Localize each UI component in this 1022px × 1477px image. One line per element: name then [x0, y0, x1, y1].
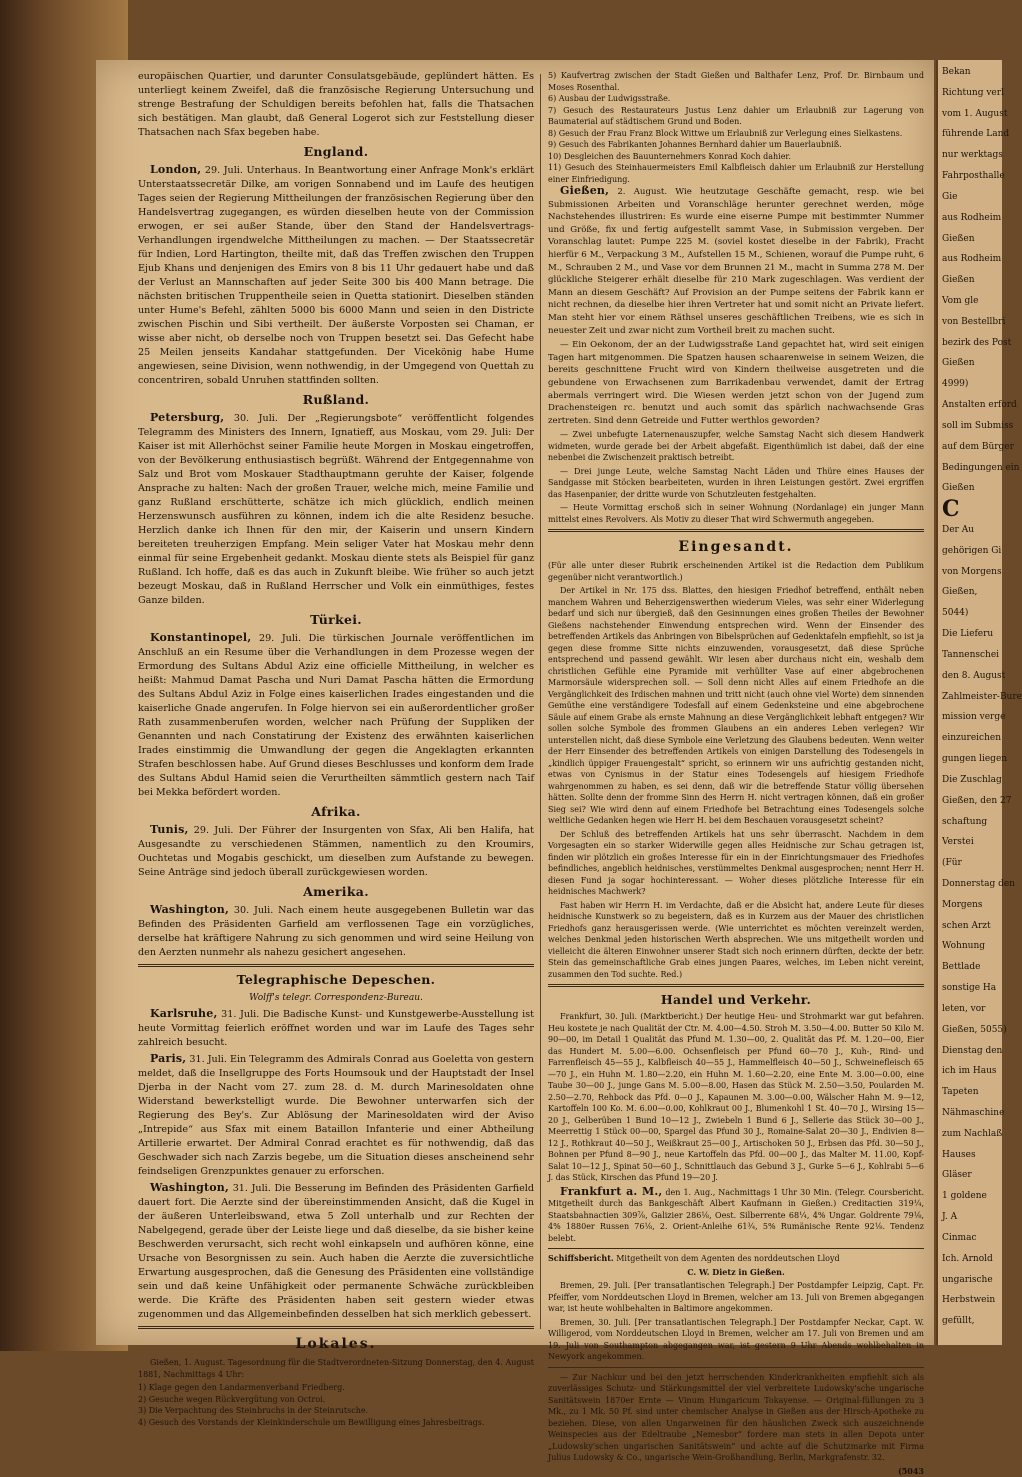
article-karlsruhe [138, 1007, 534, 1050]
adjacent-page-text: Der Au [942, 525, 975, 536]
adjacent-page-text: sonstige Ha [942, 983, 997, 994]
london-text: 29. Juli. Unterhaus. In Beantwortung einer Anfrage Monk's erklärt Unterstaatssecretär Dilke, am vorigen Sonnabend und im Laufe des heutigen Tages seien der Regierung Mittheilungen der französischen Regierung über den Handelsvertrag zugegangen, es würden dieselben heute von der Commission erwogen, er sei außer Stande, über den Stand der Handelsvertrags-Verhandlungen irgendwelche Mittheilungen zu machen. — Der Staatssecretär für Indien, Lord Hartington, theilte mit, daß das Treffen zwischen den Truppen Ejub Khans und denjenigen des Emirs von 8 bis 11 Uhr gedauert habe und daß der Verlust an Mannschaften auf jeder Seite 300 bis 400 Mann betrage. Die nächsten britischen Truppentheile seien in Quetta stationirt. Dieselben ständen unter Hume's Befehl, zählten 5000 bis 6000 Mann und seien in den Districte zwischen Pischin und Sibi vertheilt. Der äußerste Vorposten sei Chaman, er wisse aber nicht, ob derselbe noch von Truppen besetzt sei. Das Gefecht habe 25 Meilen jenseits Kandahar stattgefunden. Der Vicekönig habe Hume angewiesen, seine Division, wenn nothwendig, in der Umgegend von Quettah zu concentriren, sobald Unruhen stattfinden sollten. [138, 165, 534, 386]
adjacent-page-text: Vom gle [942, 296, 979, 307]
adjacent-page-text: Zahlmeister-Bure [942, 691, 1022, 702]
dateline-paris: Paris, [150, 1052, 187, 1065]
schiffsbericht-header [548, 1253, 924, 1265]
adjacent-page-text: einzureichen [942, 733, 1002, 744]
adjacent-page-text: Bedingungen ein [942, 462, 1020, 473]
market-report-frankfurt: Frankfurt, 30. Juli. (Marktbericht.) Der heutige Heu- und Strohmarkt war gut befahren. Heu kostete je nach Qualität der Ctr. M. 4.00—4.50. Stroh M. 3.50—4.00. Butter 50 Kilo M. 90—00, im Detail 1 Qualität das Pfund M. 1.30—00, 2. Qualität das Pf. M. 1.20—00, Eier das Hundert M. 5.00—6.00. Ochsenfleisch per Pfund 60—70 J., Kuh-, Rind- und Farrenfleisch 45—55 J., Kalbfleisch 40—55 J., Hammelfleisch 40—50 J., Schweinefleisch 65—70 J., ein Huhn M. 1.80—2.20, ein Huhn M. 1.60—2.20, eine Ente M. 3.00—0.00, eine Taube 30—00 J., junge Gans M. 5.00—8.00, Hasen das Stück M. 2.50—3.50, Poularden M. 2.50—2.70, Rehbock das Pfd. 0—0 J., Kapaunen M. 3.00—0.00, Wälscher Hahn M. 9—12, Kartoffeln 100 Ko. M. 6.00—0.00, Kohlkraut 00 J., Blumenkohl 1 St. 40—70 J., Wirsing 15—20 J., Gelberüben 1 Bund 10—12 J., Zwiebeln 1 Bund 6 J., Sellerie das Stück 30—00 J., Meerrettig 1 Stück 00—00, Spargel das Pfund 30 J., Romaine-Salat 20—30 J., Endivien 8—12 J., Rothkraut 40—50 J., Weißkraut 25—00 J., Artischoken 50 J., Erbsen das Pfd. 30—50 J., Bohnen per Pfund 8—90 J., neue Kartoffeln das Pfd. 00—00 J., das Malter M. 11.00, Kopf-Salat 10—12 J., Spinat 50—60 J., Schnittlauch das Gebund 3 J., Gurke 5—6 J., Kohlrabi 5—6 J. das Stück, Kirschen das Pfund 19—20 J. [548, 1012, 924, 1183]
article-konstantinopel [138, 631, 534, 800]
adjacent-page-text: Morgens [942, 899, 983, 910]
left-column [138, 70, 535, 1427]
ship-report-bremen-1: Bremen, 29. Juli. [Per transatlantischen Telegraph.] Der Postdampfer Leipzig, Capt. Fr. Pfeiffer, vom Norddeutschen Lloyd in Bremen, welcher am 13. Juli von Bremen abgegangen war, ist heute wohlbehalten in Baltimore angekommen. [548, 1281, 924, 1314]
adjacent-page-text: leten, vor [942, 1003, 986, 1014]
adjacent-page-text: C [942, 496, 960, 523]
adjacent-page-text: vom 1. August [942, 108, 1008, 119]
adjacent-page-text: Gießen, [942, 587, 978, 598]
course-report-text: den 1. Aug., Nachmittags 1 Uhr 30 Min. (Telegr. Coursbericht. Mitgetheilt durch das Bankgeschäft Albert Kaufmann in Gießen.) Creditactien 319¼, Staatsbahnactien 309⅞, Galizier 286⅛, Oest. Silberrente 68¼, 4% Ungar. Goldrente 79⅛, 4% 1880er Russen 76⅛, 2. Orient-Anleihe 61¾, 5% Rumänische Rente 92⅛. Tendenz belebt. [548, 1187, 924, 1243]
adjacent-page-text: Die Lieferu [942, 629, 994, 640]
adjacent-page-text: schaftung [942, 816, 988, 827]
dateline-giessen: Gießen, [560, 184, 610, 197]
adjacent-page-text: Fahrposthalle [942, 171, 1005, 182]
adjacent-page-text: Ich. Arnold [942, 1253, 993, 1264]
note-laternen: — Zwei unbefugte Laternenauszupfer, welche Samstag Nacht sich diesem Handwerk widmeten, wurde gerade bei der Arbeit abgefaßt. Eigenthümlich ist dabei, daß der eine nebenbei die Zwischenzeit praktisch betreibt. [548, 430, 924, 463]
dateline-petersburg: Petersburg, [150, 411, 225, 424]
adjacent-page-fragment [936, 60, 1022, 1345]
adjacent-page-text: Gießen, 5055) [942, 1024, 1007, 1035]
course-report-frankfurt [548, 1186, 924, 1245]
list-item: 9) Gesuch des Fabrikanten Johannes Bernhard dahier um Bauerlaubniß. [548, 140, 842, 149]
ship-report-bremen-2: Bremen, 30. Juli. [Per transatlantischen Telegraph.] Der Postdampfer Neckar, Capt. W. Willigerod, vom Norddeutschen Lloyd in Bremen, welcher am 17. Juli von Bremen und am 19. Juli von Southampton abgegangen war, ist gestern 9 Uhr Abends wohlbehalten in Newyork angekommen. [548, 1317, 924, 1362]
adjacent-page-text: aus Rodheim [942, 212, 1002, 223]
article-london [138, 163, 534, 388]
adjacent-page-text: Gießen [942, 358, 975, 369]
telegraph-bureau-subtitle: Wolff's telegr. Correspondenz-Bureau. [249, 993, 423, 1003]
adjacent-page-text: Dienstag den [942, 1045, 1003, 1056]
adjacent-page-text: gungen liegen [942, 754, 1008, 765]
adjacent-page-text: von Morgens [942, 566, 1002, 577]
article-washington-1 [138, 903, 534, 960]
eingesandt-paragraph-1: Der Artikel in Nr. 175 dss. Blattes, den hiesigen Friedhof betreffend, enthält neben manchem Wahren und Beherzigenswerthen wiederum Vieles, was sehr einer Widerlegung bedarf und sich nur übergieß, daß den Gesinnungen eines großen Theiles der Bewohner Gießens nachstehender Einwendung entsprechen wird. Wenn der Einsender des betreffenden Artikels das Anbringen von Bibelsprüchen auf Gedenktafeln empfiehlt, so ist ja gegen diese fromme Sitte nichts einzuwenden, vorausgesetzt, daß diese Sprüche entsprechend und passend gewählt. Wir lesen aber durchaus nicht ein, weshalb dem christlichen Gefühle eine Pyramide mit verhüllter Vase auf einer abgebrochenen Marmorsäule widersprechen soll. — Soll denn nicht Alles auf einem Friedhofe an die Vergänglichkeit des Irdischen mahnen und tritt nicht (auch ohne viel Worte) dem sinnenden Gemüthe eine verständigere Todesfall auf einem Gedenksteine und eine abgebrochene Säule auf einem Grabe als ernste Mahnung an diese Vergänglichkeit lebhaft entgegen? Wir sollen solche Symbole des frommen Glaubens an ein anderes Leben verlegen? Wir unterstellen nicht, daß diese Symbole eine Verletzung des Glaubens bedeuten. Wenn weiter der Herr Einsender des betreffenden Artikels von einigen Darstellung des Todesengels in „kindlich üppiger Frauengestalt“ spricht, so erinnern wir uns aufrichtig gestanden nicht, etwas von Cynismus in der Statur eines Todesengels auf hiesigem Friedhofe wahrgenommen zu haben, es sei denn, daß wir die betreffende Statur völlig übersehen hätten. Sollte denn der fromme Sinn des Herrn H. nicht vertragen können, daß ein großer Sieg sei? Wie wird denn auf einem Friedhofe bei Betrachtung eines Todesengels solche weltliche Gedanken hegen wie Herr H. bei dem Beschauen vorausgesetzt scheint? [548, 586, 924, 826]
heading-eingesandt: Eingesandt. [678, 539, 794, 556]
heading-telegraphische-depeschen: Telegraphische Depeschen. [236, 972, 436, 987]
karlsruhe-text: 31. Juli. Die Badische Kunst- und Kunstgewerbe-Ausstellung ist heute Vormittag feierlich eröffnet worden und war im Laufe des Tages sehr zahlreich besucht. [138, 1009, 534, 1048]
section-rule [548, 1367, 924, 1368]
adjacent-page-text: Herbstwein [942, 1295, 996, 1306]
newspaper-page [96, 60, 934, 1476]
adjacent-page-text: J. A [942, 1212, 958, 1223]
heading-lokales: Lokales. [295, 1336, 377, 1352]
advertisement-number: (5043 [897, 1465, 924, 1476]
adjacent-page-text: Bekan [942, 67, 971, 77]
adjacent-page-text: den 8. August [942, 670, 1006, 681]
section-rule [138, 964, 534, 967]
heading-tuerkei: Türkei. [310, 612, 362, 627]
adjacent-page-text: aus Rodheim [942, 254, 1002, 265]
adjacent-page-text: Gießen [942, 483, 975, 494]
dateline-washington-2: Washington, [150, 1181, 230, 1194]
heading-england: England. [303, 144, 369, 159]
adjacent-page-text: (Für [942, 858, 962, 869]
adjacent-page-text: Hauses [942, 1149, 976, 1160]
section-rule [548, 529, 924, 532]
adjacent-page-text: gehörigen Gi [942, 545, 1002, 556]
schiffsbericht-agent: C. W. Dietz in Gießen. [687, 1266, 785, 1277]
giessen-pumpe-text: 2. August. Wie heutzutage Geschäfte gemacht, resp. wie bei Submissionen Arbeiten und Voranschläge herunter gerechnet werden, möge Nachstehendes illustriren: Es wurde eine eiserne Pumpe mit bestimmter Nummer und Größe, fix und fertig aufgestellt sammt Vase, in Submission vergeben. Der Voranschlag lautet: Pumpe 225 M. (soviel kostet dieselbe in der Fabrik), Fracht hierfür 6 M., Verpackung 3 M., Aufstellen 15 M., Schienen, worauf die Pumpe ruht, 6 M., Schrauben 2 M., und Vase vor dem Brunnen 21 M., macht in Summa 278 M. Der glückliche Steigerer erhält dieselbe für 210 Mark zugeschlagen. Was verdient der Mann an diesem Geschäft? Auf Provision an der Pumpe seitens der Fabrik kann er nicht rechnen, da dieselbe hier ihren Vertreter hat und somit nicht an Private liefert. Man steht hier vor einem Räthsel unseres geschäftlichen Treibens, wie es sich in neuester Zeit und zwar nicht zum Vortheil breit zu machen sucht. [548, 187, 924, 336]
adjacent-page-text: auf dem Bürger [942, 441, 1014, 452]
adjacent-page-text: Nähmaschine [942, 1107, 1005, 1118]
adjacent-page-text: Richtung verl [942, 87, 1004, 98]
dateline-konstantinopel: Konstantinopel, [150, 631, 252, 644]
adjacent-page-text: gefüllt, [942, 1316, 975, 1327]
adjacent-page-text: Cinmac [942, 1232, 977, 1243]
note-sandgasse: — Drei junge Leute, welche Samstag Nacht Läden und Thüre eines Hauses der Sandgasse mit Stöcken bearbeiteten, wurden in ihren Leistungen gestört. Zwei ergriffen das Hasenpanier, der dritte wurde von Schutzleuten festgehalten. [548, 466, 924, 499]
heading-schiffsbericht: Schiffsbericht. [548, 1253, 614, 1264]
list-item: 5) Kaufvertrag zwischen der Stadt Gießen und Balthafer Lenz, Prof. Dr. Birnbaum und Moses Rosenthal. [548, 71, 924, 92]
section-rule [548, 1248, 924, 1249]
eingesandt-paragraph-2: Der Schluß des betreffenden Artikels hat uns sehr überrascht. Nachdem in dem Vorgesagten ein so starker Widerwille gegen alles Heidnische zur Schau getragen ist, finden wir plötzlich ein großes Interesse für ein in der Einrichtungsmauer des Friedhofes befindliches, angeblich heidnisches, verstümmeltes Denkmal ausgesprochen; nennt Herr H. diesen Fund ja sogar hochinteressant. — Woher dieses plötzliche Interesse für ein heidnisches Machwerk? [548, 829, 924, 897]
dateline-frankfurt: Frankfurt a. M., [560, 1184, 663, 1198]
adjacent-page-text: mission verge [942, 712, 1006, 723]
heading-russland: Rußland. [302, 392, 370, 407]
adjacent-page-text: Donnerstag den [942, 878, 1015, 889]
dateline-washington-1: Washington, [150, 903, 230, 916]
dateline-karlsruhe: Karlsruhe, [150, 1007, 218, 1020]
dateline-tunis: Tunis, [150, 823, 189, 836]
adjacent-page-text: Gießen, den 27 [942, 795, 1012, 806]
adjacent-page-text: Gie [942, 191, 958, 202]
agenda-continued-list [548, 70, 924, 185]
column-divider [540, 74, 541, 1329]
adjacent-page-text: zum Nachlaß [942, 1128, 1003, 1139]
heading-amerika: Amerika. [303, 884, 369, 899]
adjacent-page-text: Verstei [942, 837, 974, 848]
list-item: 6) Ausbau der Ludwigsstraße. [548, 94, 671, 103]
petersburg-text: 30. Juli. Der „Regierungsbote“ veröffentlicht folgendes Telegramm des Ministers des Innern, Ignatieff, aus Moskau, vom 29. Juli: Der Kaiser ist mit Allerhöchst seiner Familie heute Morgen in Moskau eingetroffen, von der Bevölkerung enthusiastisch begrüßt. Während der Entgegennahme von Salz und Brot vom Moskauer Stadthauptmann geruhte der Kaiser, folgende Ansprache zu halten: Nach der großen Trauer, welche mich, meine Familie und ganz Rußland erschütterte, schätze ich mich glücklich, endlich meinen Herzenswunsch ausführen zu können, indem ich die alte Residenz besuche. Herzlich danke ich Ihnen für den mir, der Kaiserin und unsern Kindern bereiteten treuherzigen Empfang. Mein seliger Vater hat Moskau mehr denn einmal für seine Ergebenheit gedankt. Moskau diente stets als Beispiel für ganz Rußland. Ich hoffe, daß es das auch in Zukunft bleibe. Wie früher so auch jetzt bezeugt Moskau, daß in Rußland Herrscher und Volk ein einmüthiges, festes Ganze bilden. [138, 413, 534, 606]
adjacent-page-text: schen Arzt [942, 920, 991, 931]
list-item: 10) Desgleichen des Bauunternehmers Konrad Koch dahier. [548, 151, 791, 161]
adjacent-page-text: 4999) [942, 379, 969, 390]
note-revolver: — Heute Vormittag erschoß sich in seiner Wohnung (Nordanlage) ein junger Mann mittelst eines Revolvers. Als Motiv zu dieser That wird Schwermuth angegeben. [548, 503, 924, 524]
eingesandt-paragraph-3: Fast haben wir Herrn H. im Verdachte, daß er die Absicht hat, andere Leute für dieses heidnische Kunstwerk so zu begeistern, daß es in Kurzem aus der Mauer des christlichen Friedhofs ganz herausgerissen werde. (Wie unterrichtet es möchten vereinzelt werden, welches Denkmal jeden historischen Werth absprechen. Wie uns mitgetheilt worden und vielleicht die älteren Einwohner unserer Stadt sich noch erinnern dürften, deckte der betr. Stein das gemeinschaftliche Grab eines jungen Paares, welches, im Leben nicht vereint, zusammen den Tod suchte. Red.) [548, 900, 924, 979]
article-giessen-pumpe [548, 185, 924, 337]
adjacent-page-text: 1 goldene [942, 1191, 987, 1202]
adjacent-page-text: soll im Submiss [942, 420, 1014, 431]
list-item: 4) Gesuch des Vorstands der Kleinkinderschule um Bewilligung eines Jahresbeitrags. [138, 1417, 485, 1427]
adjacent-page-text: Gläser [942, 1170, 972, 1181]
heading-afrika: Afrika. [311, 804, 361, 819]
article-paris [138, 1052, 534, 1179]
adjacent-page-text: nur werktags [942, 150, 1003, 161]
article-washington-2 [138, 1181, 534, 1322]
advertisement-sanitaetswein: — Zur Nachkur und bei den jetzt herrschenden Kinderkrankheiten empfiehlt sich als zuverlässiges Schutz- und Stärkungsmittel der viel verbreitete Ludowsky'sche ungarische Sanitätswein 1870er Ernte — Vinum Hungaricum Tokayense. — Original-füllungen zu 3 Mk., zu 1 Mk. 50 Pf. sind unter chemischer Analyse in Gießen aus der Hirsch-Apotheke zu beziehen. Diese, von allen Ungarweinen für den häuslichen Zweck sich auszeichnende Weinspecies aus der Edeltraube „Nemesbor“ fordere man stets in allen Depots unter „Ludowsky'schen ungarischen Sanitätswein“ und achte auf die Schutzmarke mit Firma Julius Ludowsky & Co., ungarische Wein-Großhandlung, Berlin, Markgrafenstr. 32. [548, 1372, 924, 1463]
right-column [548, 70, 924, 1476]
heading-handel-verkehr: Handel und Verkehr. [660, 992, 812, 1008]
adjacent-page-text: ungarische [942, 1274, 993, 1285]
article-petersburg [138, 411, 534, 608]
dateline-london: London, [150, 163, 202, 176]
article-oekonom: — Ein Oekonom, der an der Ludwigsstraße Land gepachtet hat, wird seit einigen Tagen hart mitgenommen. Die Spatzen hausen schaarenweise in seinem Weizen, die bereits geschnittene Frucht wird von Kindern theilweise ausgetreten und die gebundene von Erwachsenen zum Barrikadenbau verwendet, damit der Ertrag abermals verringert wird. Die Wiesen werden jetzt schon von der Jugend zum Drachensteigen rc. benutzt und auch somit das spärlich nachwachsende Gras zertreten. Sind denn Getreide und Futter werthlos geworden? [548, 340, 924, 426]
list-item: 7) Gesuch des Restaurateurs Justus Lenz dahier um Erlaubniß zur Lagerung von Baumaterial auf städtischem Grund und Boden. [548, 105, 924, 126]
adjacent-page-text: ich im Haus [942, 1066, 997, 1077]
list-item: 11) Gesuch des Steinhauermeisters Emil Kalbfleisch dahier um Erlaubniß zur Herstellung einer Einfriedigung. [548, 163, 924, 184]
adjacent-page-text: von Bestellbri [942, 316, 1006, 327]
adjacent-page-text: Die Zuschlag [942, 774, 1002, 785]
adjacent-page-text: Bettlade [942, 962, 981, 973]
konstantinopel-text: 29. Juli. Die türkischen Journale veröffentlichen im Anschluß an ein Resume über die Verhandlungen in dem Prozesse wegen der Ermordung des Sultans Abdul Aziz eine officielle Mittheilung, in welcher es heißt: Mahmud Damat Pascha und Nuri Damat Pascha hätten die Ermordung des Sultans Abdul Aziz in Folge eines kaiserlichen Irades eingestanden und die kaiserliche Gnade angerufen. In Folge hiervon sei ein außerordentlicher großer Rath zusammenberufen worden, welcher nach Prüfung der Suppliken der Genannten und nach Constatirung der Existenz des erwähnten kaiserlichen Irades einstimmig die Umwandlung der gegen die Angeklagten erkannten Strafen beschlossen habe. Auf Grund dieses Beschlusses und konform dem Irade des Sultans Abdul Hamid seien die Verurtheilten sämmtlich gestern nach Taif bei Mekka befördert worden. [138, 633, 535, 798]
adjacent-page-text: führende Land [942, 129, 1010, 140]
list-item: 8) Gesuch der Frau Franz Block Wittwe um Erlaubniß zur Verlegung eines Sielkastens. [548, 128, 903, 138]
adjacent-page-text: 5044) [942, 608, 969, 619]
eingesandt-disclaimer: (Für alle unter dieser Rubrik erscheinenden Artikel ist die Redaction dem Publikum gegenüber nicht verantwortlich.) [548, 561, 924, 582]
adjacent-page-text: Gießen [942, 233, 975, 244]
adjacent-page-text: Anstalten erford [942, 400, 1017, 411]
adjacent-page-text: Tapeten [942, 1087, 979, 1098]
list-item: 1) Klage gegen den Landarmenverband Friedberg. [138, 1383, 345, 1392]
adjacent-page-text: Gießen [942, 275, 975, 286]
list-item: 2) Gesuche wegen Rückvergütung von Octroi. [138, 1394, 326, 1404]
adjacent-page-text: Wohnung [942, 941, 986, 952]
washington-2-text: 31. Juli. Die Besserung im Befinden des Präsidenten Garfield dauert fort. Die Aerzte sind der übereinstimmenden Ansicht, daß die Kugel in der äußeren Unterleibswand, etwa 5 Zoll unterhalb und zur Rechten der Nabelgegend, gerade über der Leiste liege und daß dieselbe, da sie bisher keine Beschwerden verursacht, sich recht wohl einkapseln und aufhören könne, eine Ursache von Besorgnissen zu sein. Auch haben die Aerzte die zuversichtliche Erwartung ausgesprochen, daß die Genesung des Präsidenten eine vollständige sein und daß keine Unfähigkeit oder permanente Schwäche zurückbleiben werde. Die Kräfte des Präsidenten haben seit gestern wieder etwas zugenommen und das Allgemeinbefinden desselben hat sich merklich gebessert. [138, 1183, 534, 1320]
intro-paragraph: europäischen Quartier, und darunter Consulatsgebäude, geplündert hätten. Es unterliegt keinem Zweifel, daß die französische Regierung Untersuchung und strenge Bestrafung der Schuldigen bereits befohlen hat, falls die Thatsachen sich bestätigen. Man glaubt, daß General Logerot sich zur Feststellung dieser Thatsachen nach Sfax begeben habe. [138, 71, 534, 138]
lokales-intro: Gießen, 1. August. Tagesordnung für die Stadtverordneten-Sitzung Donnerstag, den 4. August 1881, Nachmittags 4 Uhr: [138, 1358, 534, 1379]
washington-1-text: 30. Juli. Nach einem heute ausgegebenen Bulletin war das Befinden des Präsidenten Garfield am verflossenen Tage ein vorzügliches, derselbe hat kräftigere Nahrung zu sich genommen und wird seine Heilung von den Aerzten nunmehr als nahezu gesichert angesehen. [138, 905, 534, 958]
section-rule [138, 1326, 534, 1329]
lokales-item-list [138, 1382, 534, 1428]
list-item: 3) Die Verpachtung des Steinbruchs in der Steinrutsche. [138, 1406, 369, 1415]
adjacent-page-text: bezirk des Post [942, 337, 1012, 348]
schiffsbericht-subtitle: Mitgetheilt von dem Agenten des norddeutschen Lloyd [616, 1254, 840, 1264]
section-rule [548, 984, 924, 987]
paris-text: 31. Juli. Ein Telegramm des Admirals Conrad aus Goeletta von gestern meldet, daß die Insellgruppe des Forts Houmsouk und der Hauptstadt der Insel Djerba in der Nacht vom 27. zum 28. d. M. durch Marinesoldaten ohne Widerstand bewerkstelligt wurde. Die Bewohner unterwarfen sich der Regierung des Bey's. Zur Ablösung der Marinesoldaten wird der Aviso „Intrepide“ aus Sfax mit einem Bataillon Infanterie und einer Abtheilung Artillerie erwartet. Der Admiral Conrad erachtet es für nothwendig, daß das Geschwader sich nach Zarzis begebe, um die Situation dieses anscheinend sehr feindseligen Grenzpunktes genauer zu erforschen. [138, 1054, 534, 1177]
article-tunis [138, 823, 534, 880]
adjacent-page-text: Tannenschei [942, 649, 1000, 660]
tunis-text: 29. Juli. Der Führer der Insurgenten von Sfax, Ali ben Halifa, hat Ausgesandte zu verschiedenen Stämmen, namentlich zu den Kroumirs, Ouchtetas und Mogabis geschickt, um dieselben zum Aufstande zu bewegen. Seine Anträge sind jedoch überall zurückgewiesen worden. [138, 825, 534, 878]
